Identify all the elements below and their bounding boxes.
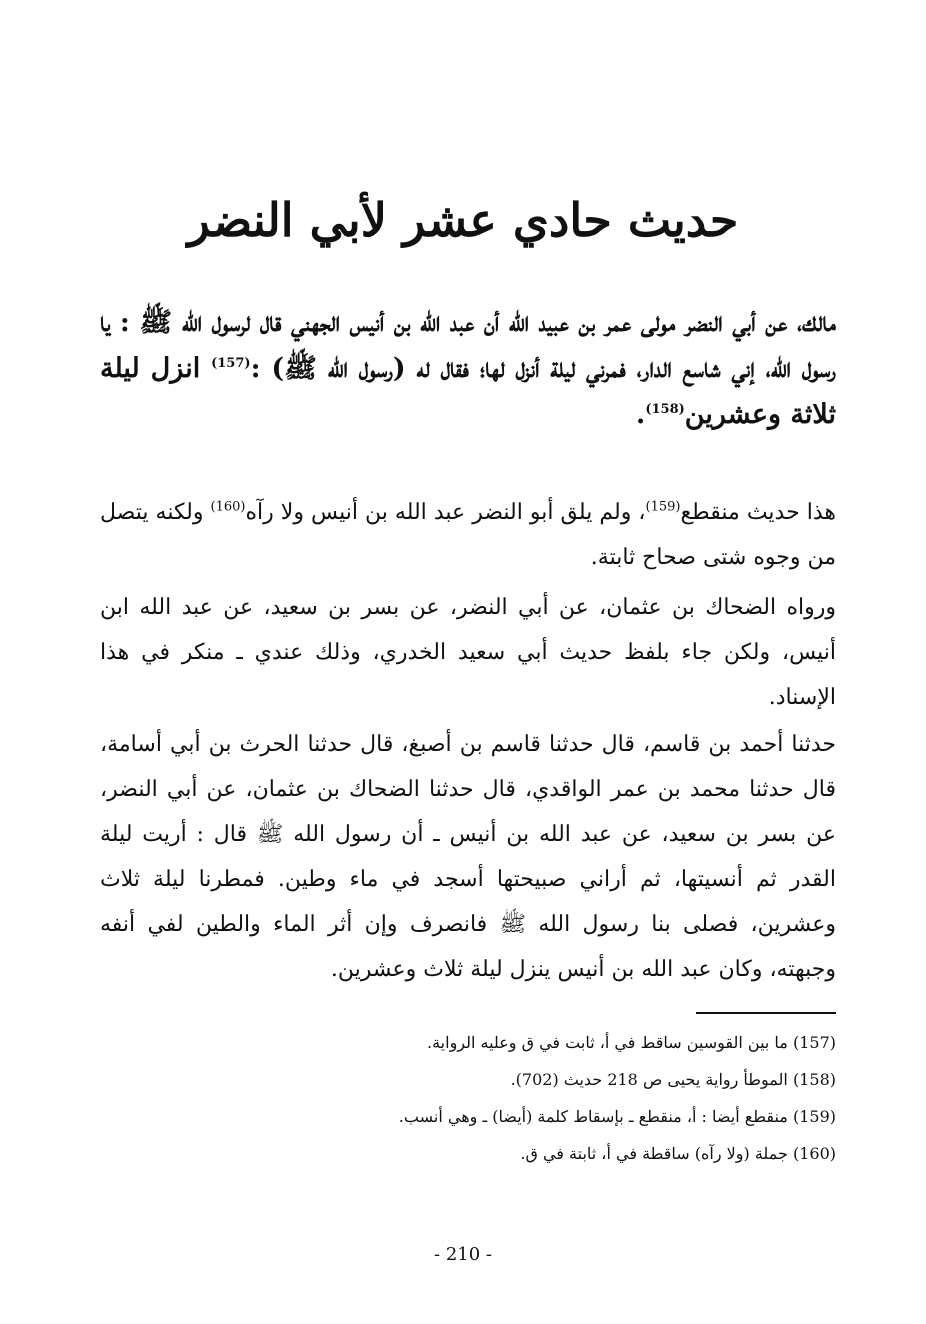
commentary-paragraph-1: [100, 490, 836, 580]
hadith-text-part2: انزل ليلة ثلاثة وعشرين: [100, 353, 836, 430]
hadith-text-end: .: [635, 399, 646, 430]
footnote-159: (159) منقطع أيضا : أ، منقطع ـ بإسقاط كلمة (أيضا) ـ وهي أنسب.: [398, 1107, 836, 1126]
commentary-paragraph-2: ورواه الضحاك بن عثمان، عن أبي النضر، عن بسر بن سعيد، عن عبد الله ابن أنيس، ولكن جاء بلفظ حديث أبي سعيد الخدري، وذلك عندي ـ منكر في هذا الإسناد.: [100, 595, 836, 710]
footnotes: [236, 1024, 836, 1172]
hadith-text: [100, 300, 836, 438]
commentary-p1-part2: ، ولم يلق أبو النضر عبد الله بن أنيس ولا رآه: [245, 500, 646, 525]
footnote-ref-157: (157): [211, 356, 251, 371]
page-number: - 210 -: [434, 1244, 492, 1265]
commentary-paragraph-3: حدثنا أحمد بن قاسم، قال حدثنا قاسم بن أصبغ، قال حدثنا الحرث بن أبي أسامة، قال حدثنا محمد بن عمر الواقدي، قال حدثنا الضحاك بن عثمان، عن أبي النضر، عن بسر بن سعيد، عن عبد الله بن أنيس ـ أن رسول الله ﷺ قال : أريت ليلة القدر ثم أنسيتها، ثم أراني صبيحتها أسجد في ماء وطين. فمطرنا ليلة ثلاث وعشرين، فصلى بنا رسول الله ﷺ فانصرف وإن أثر الماء والطين لفي أنفه وجبهته، وكان عبد الله بن أنيس ينزل ليلة ثلاث وعشرين.: [100, 732, 836, 982]
footnote-157: (157) ما بين القوسين ساقط في أ، ثابت في ق وعليه الرواية.: [427, 1033, 836, 1052]
commentary-p1-part3: ولكنه يتصل من وجوه شتى صحاح ثابتة.: [100, 500, 836, 570]
hadith-text-part1: مالك، عن أبي النضر مولى عمر بن عبيد الله أن عبد الله بن أنيس الجهني قال لرسول الله ﷺ : يا رسول الله، إني شاسع الدار، فمرني ليلة أنزل لها؛ فقال له (رسول الله ﷺ) :: [100, 307, 836, 384]
footnote-ref-158: (158): [645, 402, 685, 417]
footnote-ref-160: (160): [210, 499, 246, 515]
chapter-title: حديث حادي عشر لأبي النضر: [187, 193, 739, 247]
footnote-160: (160) جملة (ولا رآه) ساقطة في أ، ثابتة في ق.: [520, 1144, 836, 1163]
footnote-divider: [696, 1012, 836, 1014]
footnote-ref-159: (159): [645, 499, 681, 515]
commentary-p1-part1: هذا حديث منقطع: [680, 500, 837, 525]
footnote-158: (158) الموطأ رواية يحيى ص 218 حديث (702).: [510, 1070, 836, 1089]
